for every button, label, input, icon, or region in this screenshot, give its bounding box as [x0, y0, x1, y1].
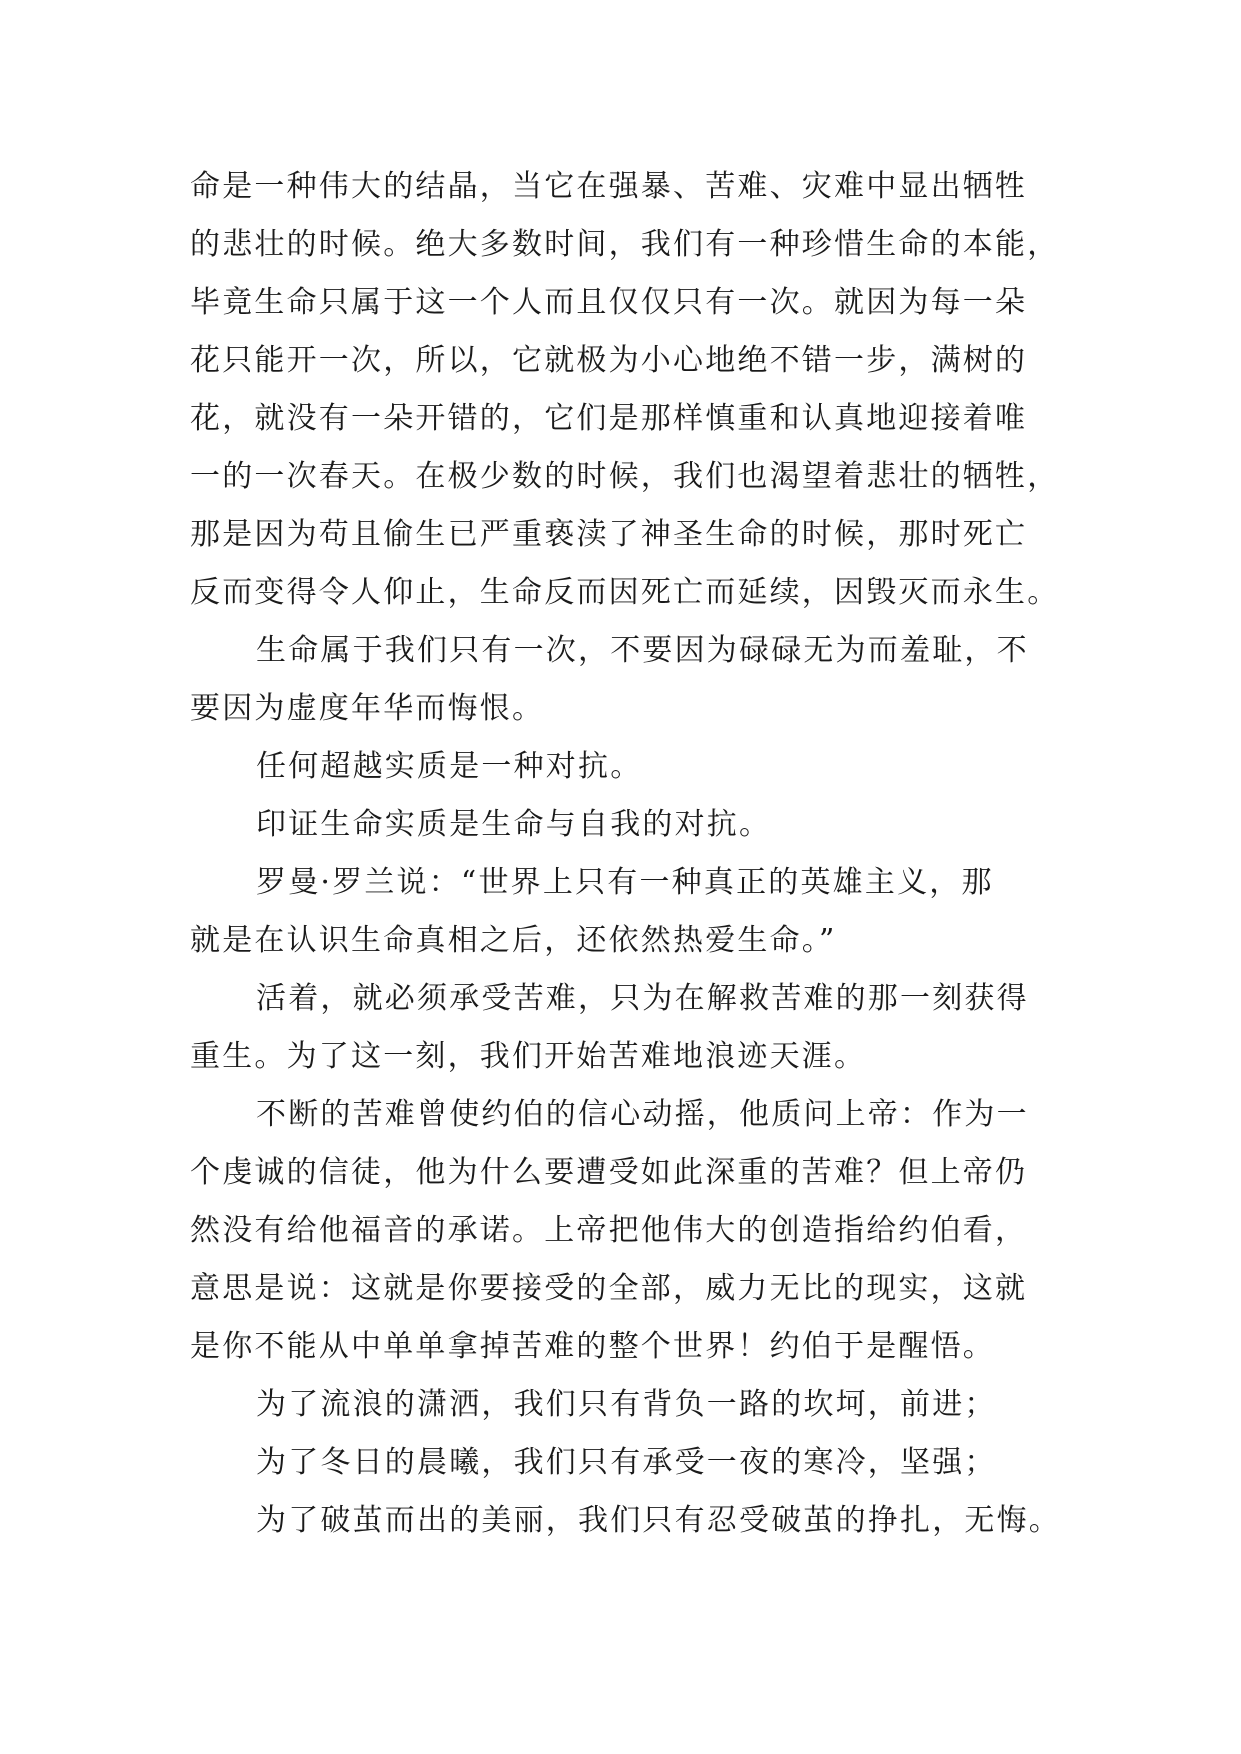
text-line: 就是在认识生命真相之后，还依然热爱生命。”: [190, 923, 837, 958]
text-line: 反而变得令人仰止，生命反而因死亡而延续，因毁灭而永生。: [190, 575, 1060, 610]
text-line: 意思是说：这就是你要接受的全部，威力无比的现实，这就: [190, 1271, 1028, 1306]
paragraph-first-line: 为了破茧而出的美丽，我们只有忍受破茧的挣扎，无悔。: [256, 1503, 1061, 1538]
paragraph-first-line: 生命属于我们只有一次，不要因为碌碌无为而羞耻，不: [256, 633, 1029, 668]
text-line: 的悲壮的时候。绝大多数时间，我们有一种珍惜生命的本能，: [190, 227, 1060, 262]
text-line: 重生。为了这一刻，我们开始苦难地浪迹天涯。: [190, 1039, 867, 1074]
paragraph-first-line: 活着，就必须承受苦难，只为在解救苦难的那一刻获得: [256, 981, 1029, 1016]
paragraph-first-line: 为了冬日的晨曦，我们只有承受一夜的寒冷，坚强；: [256, 1445, 997, 1480]
paragraph-first-line: 印证生命实质是生命与自我的对抗。: [256, 807, 772, 842]
paragraph-first-line: 不断的苦难曾使约伯的信心动摇，他质问上帝：作为一: [256, 1097, 1029, 1132]
body-text: [190, 158, 1060, 1550]
text-line: 毕竟生命只属于这一个人而且仅仅只有一次。就因为每一朵: [190, 285, 1028, 320]
text-line: 命是一种伟大的结晶，当它在强暴、苦难、灾难中显出牺牲: [190, 169, 1028, 204]
text-line: 花只能开一次，所以，它就极为小心地绝不错一步，满树的: [190, 343, 1028, 378]
text-line: 是你不能从中单单拿掉苦难的整个世界！约伯于是醒悟。: [190, 1329, 995, 1364]
paragraph-first-line: 罗曼·罗兰说：“世界上只有一种真正的英雄主义，那: [256, 865, 994, 900]
paragraph-first-line: 为了流浪的潇洒，我们只有背负一路的坎坷，前进；: [256, 1387, 997, 1422]
text-line: 一的一次春天。在极少数的时候，我们也渴望着悲壮的牺牲，: [190, 459, 1060, 494]
text-line: 要因为虚度年华而悔恨。: [190, 691, 545, 726]
text-line: 花，就没有一朵开错的，它们是那样慎重和认真地迎接着唯: [190, 401, 1028, 436]
text-line: 个虔诚的信徒，他为什么要遭受如此深重的苦难？但上帝仍: [190, 1155, 1028, 1190]
text-line: 然没有给他福音的承诺。上帝把他伟大的创造指给约伯看，: [190, 1213, 1028, 1248]
text-line: 那是因为苟且偷生已严重亵渎了神圣生命的时候，那时死亡: [190, 517, 1028, 552]
paragraph-first-line: 任何超越实质是一种对抗。: [256, 749, 643, 784]
